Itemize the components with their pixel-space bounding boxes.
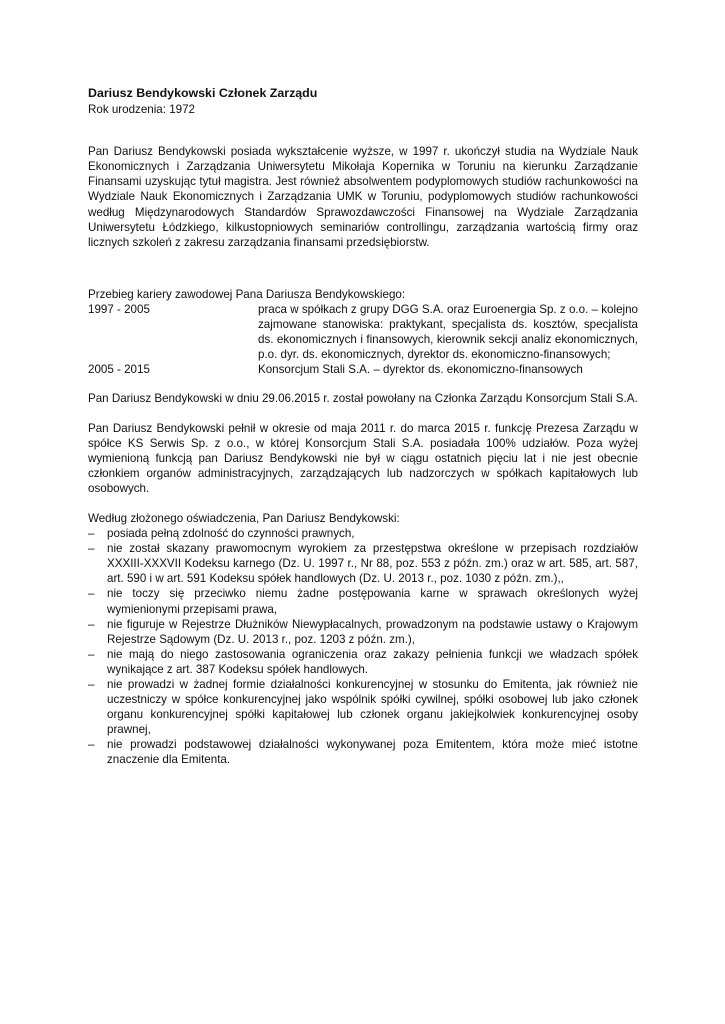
declaration-item-text: nie toczy się przeciwko niemu żadne postępowania karne w sprawach określonych wyżej wymienionymi przepisami prawa, [107, 587, 638, 616]
list-item [88, 647, 638, 677]
career-years: 1997 - 2005 [88, 302, 150, 316]
career-description: Konsorcjum Stali S.A. – dyrektor ds. ekonomiczno-finansowych [258, 363, 583, 377]
dash-bullet-icon: – [88, 527, 95, 541]
career-intro: Przebieg kariery zawodowej Pana Dariusza Bendykowskiego: [88, 287, 406, 301]
career-row [88, 302, 638, 362]
bio-paragraph: Pan Dariusz Bendykowski posiada wykształcenie wyższe, w 1997 r. ukończył studia na Wydziale Nauk Ekonomicznych i Zarządzania Uniwersytetu Mikołaja Kopernika w Toruniu na kierunku Zarządzanie Finansami uzyskując tytuł magistra. Jest również absolwentem podyplomowych studiów rachunkowości na Wydziale Nauk Ekonomicznych i Zarządzania UMK w Toruniu, podyplomowych studiów rachunkowości według Międzynarodowych Standardów Sprawozdawczości Finansowej na Wydziale Zarządzania Uniwersytetu Łódzkiego, kilkustopniowych seminariów controllingu, zarządzania wartością firmy oraz licznych szkoleń z zakresu zarządzania finansami przedsiębiorstw. [88, 145, 638, 249]
dash-bullet-icon: – [88, 587, 95, 601]
birth-year: Rok urodzenia: 1972 [88, 103, 195, 117]
dash-bullet-icon: – [88, 647, 95, 661]
list-item [88, 526, 638, 541]
declaration-item-text: nie został skazany prawomocnym wyrokiem za przestępstwa określone w przepisach rozdziałów XXXIII-XXXVII Kodeksu karnego (Dz. U. 1997 r., Nr 88, poz. 553 z późn. zm.) oraz w art. 585, art. 587, art. 590 i w art. 591 Kodeksu spółek handlowych (Dz. U. 2013 r., poz. 1030 z późn. zm.),, [107, 542, 638, 586]
person-name-title: Dariusz Bendykowski Członek Zarządu [88, 86, 318, 100]
list-item [88, 677, 638, 737]
declaration-intro: Według złożonego oświadczenia, Pan Dariusz Bendykowski: [88, 511, 400, 525]
dash-bullet-icon: – [88, 738, 95, 752]
list-item [88, 617, 638, 647]
appointment-paragraph: Pan Dariusz Bendykowski w dniu 29.06.2015 r. został powołany na Członka Zarządu Konsorcjum Stali S.A. [88, 392, 638, 406]
career-row [88, 362, 638, 377]
document-page [88, 86, 638, 768]
declaration-list [88, 526, 638, 768]
list-item [88, 586, 638, 616]
declaration-item-text: nie mają do niego zastosowania ograniczenia oraz zakazy pełnienia funkcji we władzach spółek wynikające z art. 387 Kodeksu spółek handlowych. [107, 647, 638, 676]
career-description: praca w spółkach z grupy DGG S.A. oraz Euroenergia Sp. z o.o. – kolejno zajmowane stanowiska: praktykant, specjalista ds. kosztów, specjalista ds. ekonomicznych i finansowych, kierownik sekcji analiz ekonomicznych, p.o. dyr. ds. ekonomicznych, dyrektor ds. ekonomiczno-finansowych; [258, 302, 638, 362]
list-item [88, 737, 638, 767]
dash-bullet-icon: – [88, 678, 95, 691]
declaration-item-text: nie prowadzi w żadnej formie działalności konkurencyjnej w stosunku do Emitenta, jak również nie uczestniczy w spółce konkurencyjnej jako wspólnik spółki cywilnej, spółki osobowej lub jako członek organu konkurencyjnej spółki kapitałowej lub członek organu jakiejkolwiek konkurencyjnej osoby prawnej, [107, 678, 638, 737]
dash-bullet-icon: – [88, 542, 95, 556]
career-years: 2005 - 2015 [88, 363, 150, 377]
career-table [88, 302, 638, 377]
declaration-item-text: nie prowadzi podstawowej działalności wykonywanej poza Emitentem, która może mieć istotne znaczenie dla Emitenta. [107, 738, 638, 767]
declaration-item-text: posiada pełną zdolność do czynności prawnych, [107, 527, 355, 541]
previous-function-paragraph: Pan Dariusz Bendykowski pełnił w okresie od maja 2011 r. do marca 2015 r. funkcję Prezesa Zarządu w spółce KS Serwis Sp. z o.o., w której Konsorcjum Stali S.A. posiadała 100% udziałów. Poza wyżej wymienioną funkcją pan Dariusz Bendykowski nie był w ciągu ostatnich pięciu lat i nie jest obecnie członkiem organów administracyjnych, zarządzających lub nadzorczych w spółkach kapitałowych lub osobowych. [88, 421, 638, 495]
dash-bullet-icon: – [88, 617, 95, 631]
list-item [88, 541, 638, 586]
declaration-item-text: nie figuruje w Rejestrze Dłużników Niewypłacalnych, prowadzonym na podstawie ustawy o Krajowym Rejestrze Sądowym (Dz. U. 2013 r., poz. 1203 z późn. zm.), [107, 617, 638, 646]
